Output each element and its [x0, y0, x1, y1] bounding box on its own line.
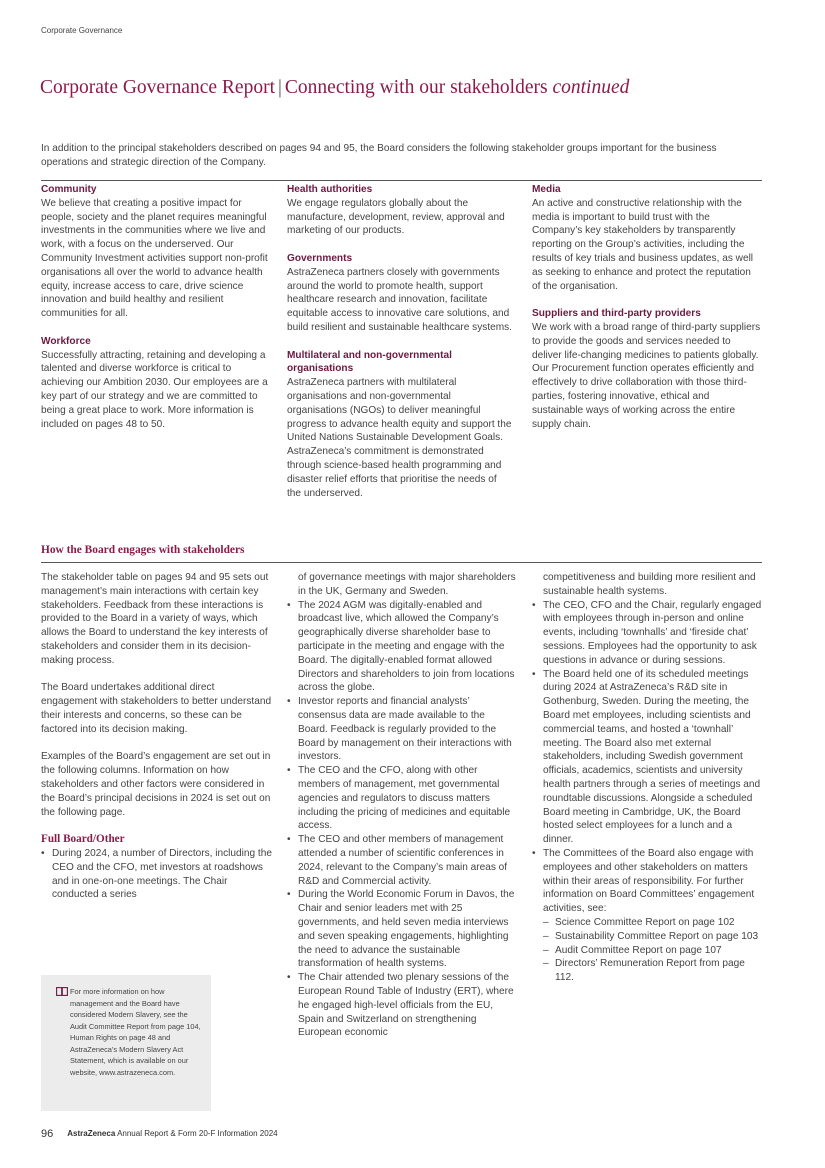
workforce-text: Successfully attracting, retaining and developing a talented and diverse workforce is critical to achieving our Ambition 2030. Our employees are a key part of our strategy and we are committed to being a great place to work. More information is included on pages 48 to 50. [41, 349, 268, 430]
engagement-list [41, 847, 273, 902]
community-text: We believe that creating a positive impact for people, society and the planet requires meaningful investments in the communities where we live and work, with a focus on the underserved. Our Community Investment activities support non-profit organisations all over the world to advance health equity, increase access to care, drive science innovation and build healthy and resilient communities for all. [41, 197, 268, 320]
list-item: • The Chair attended two plenary sessions of the European Round Table of Industry (ERT), where he engaged high-level officials from the EU, Spain and Switzerland on strengthening European economic [287, 971, 517, 1040]
governments-text: AstraZeneca partners closely with governments around the world to promote health, support healthcare research and innovation, facilitate equitable access to innovative care solutions, and build resilient and sustainable healthcare systems. [287, 266, 512, 333]
title-main: Corporate Governance Report [40, 77, 275, 98]
multilateral-text: AstraZeneca partners with multilateral organisations and non-governmental organisations (NGOs) to deliver meaningful progress to advance health equity and support the United Nations Sustainable Development Goals. AstraZeneca’s commitment is demonstrated through science-based health programming and disaster relief efforts that prioritise the needs of the underserved. [287, 377, 512, 499]
community-heading: Community [41, 184, 97, 195]
list-item: • During the World Economic Forum in Davos, the Chair and senior leaders met with 25 governments, and held seven media interviews and seven speaking engagements, highlighting the need to advance the sustainable transformation of health systems. [287, 888, 517, 971]
engagement-list [532, 599, 764, 985]
workforce-heading: Workforce [41, 335, 91, 347]
footer-report-title: Annual Report & Form 20-F Information 2024 [117, 1129, 278, 1138]
media-heading: Media [532, 184, 561, 195]
page-footer [41, 1128, 278, 1140]
engagement-paragraph: The stakeholder table on pages 94 and 95 sets out management’s main interactions with certain key stakeholders. Feedback from these interactions is provided to the Board in a variety of ways, which allows the Board to understand the key interests of stakeholders and consider them in its decision-making process. [41, 572, 269, 666]
committee-reports-list [543, 916, 764, 985]
divider [41, 180, 762, 181]
info-note [41, 975, 211, 1111]
engagement-list [287, 599, 517, 1041]
section-label: Corporate Governance [41, 26, 123, 35]
engagement-heading: How the Board engages with stakeholders [41, 544, 245, 556]
stakeholder-column-1 [41, 183, 271, 431]
engagement-column-2 [287, 571, 517, 1040]
list-item-text: The Committees of the Board also engage with employees and other stakeholders on matters within their areas of responsibility. For further information on Board Committees’ engagement activities, see: [543, 847, 755, 915]
footer-brand: AstraZeneca [67, 1129, 116, 1138]
info-note-text: For more information on how management and the Board have considered Modern Slavery, see the Audit Committee Report from page 104, Human Rights on page 48 and AstraZeneca’s Modern Slavery Act Statement, which is available on our website, www.astrazeneca.com. [70, 987, 201, 1077]
health-authorities-text: We engage regulators globally about the manufacture, development, review, approval and marketing of our products. [287, 197, 505, 237]
list-item-continuation: competitiveness and building more resilient and sustainable health systems. [543, 572, 756, 597]
full-board-subheading: Full Board/Other [41, 833, 125, 846]
multilateral-heading: Multilateral and non-governmental organisations [287, 349, 452, 375]
list-item: • The Board held one of its scheduled meetings during 2024 at AstraZeneca’s R&D site in Gothenburg, Sweden. During the meeting, the Board met employees, including scientists and commercial teams, and hosted a ‘townhall’ meeting. The Board also met external stakeholders, including Swedish government officials, academics, scientists and university health partners through a series of meetings and roundtable discussions. Alongside a scheduled Board meeting in Cambridge, UK, the Board hosted select employees for a lunch and a dinner. [532, 668, 764, 847]
page-number: 96 [41, 1128, 54, 1140]
engagement-paragraph: Examples of the Board’s engagement are set out in the following columns. Information on how stakeholders and other factors were considered in the Board’s principal decisions in 2024 is set out on the following page. [41, 751, 271, 818]
list-item: • The 2024 AGM was digitally-enabled and broadcast live, which allowed the Company’s geographically diverse shareholder base to participate in the meeting and engage with the Board. The digitally-enabled format allowed Directors and shareholders to join from locations across the globe. [287, 599, 517, 696]
list-item [532, 847, 764, 985]
suppliers-text: We work with a broad range of third-party suppliers to provide the goods and services needed to deliver life-changing medicines to patients globally. Our Procurement function operates efficiently and effectively to drive collaboration with those third-parties, fostering innovative, ethical and sustainable ways of working across the entire supply chain. [532, 321, 761, 430]
report-reference: – Directors’ Remuneration Report from page 112. [543, 957, 764, 985]
intro-paragraph: In addition to the principal stakeholders described on pages 94 and 95, the Board considers the following stakeholder groups important for the business operations and strategic direction of the Company. [41, 143, 717, 168]
stakeholder-column-2 [287, 183, 512, 500]
health-authorities-heading: Health authorities [287, 184, 373, 195]
list-item: • The CEO, CFO and the Chair, regularly engaged with employees through in-person and online events, including ‘townhalls’ and ‘fireside chat’ sessions. Employees had the opportunity to ask questions in advance or during sessions. [532, 599, 764, 668]
list-item-continuation: of governance meetings with major shareholders in the UK, Germany and Sweden. [298, 572, 516, 597]
list-item: • The CEO and the CFO, along with other members of management, met governmental agencies and regulators to discuss matters including the pricing of medicines and equitable access. [287, 764, 517, 833]
title-sub: Connecting with our stakeholders [284, 77, 548, 98]
stakeholder-column-3 [532, 183, 762, 431]
engagement-column-1 [41, 571, 273, 902]
suppliers-heading: Suppliers and third-party providers [532, 308, 701, 320]
divider [41, 562, 762, 563]
engagement-column-3 [532, 571, 764, 985]
report-reference: – Audit Committee Report on page 107 [543, 944, 764, 958]
page-title [40, 77, 629, 99]
engagement-paragraph: The Board undertakes additional direct engagement with stakeholders to better understand their interests and concerns, so these can be factored into its decision making. [41, 682, 272, 735]
list-item: • During 2024, a number of Directors, including the CEO and the CFO, met investors at roadshows and in one-on-one meetings. The Chair conducted a series [41, 847, 273, 902]
list-item: • The CEO and other members of management attended a number of scientific conferences in 2024, relevant to the Company’s main areas of R&D and Commercial activity. [287, 833, 517, 888]
governments-heading: Governments [287, 252, 353, 264]
book-icon [56, 987, 68, 996]
title-continued: continued [552, 77, 630, 98]
report-reference: – Science Committee Report on page 102 [543, 916, 764, 930]
list-item: • Investor reports and financial analysts’ consensus data are made available to the Board. Feedback is regularly provided to the Board by management on their interactions with investors. [287, 695, 517, 764]
title-separator: | [278, 77, 282, 98]
media-text: An active and constructive relationship with the media is important to build trust with the Company’s key stakeholders by transparently reporting on the Group’s activities, including the results of key trials and business updates, as well as seeking to enhance and protect the reputation of the organisation. [532, 197, 754, 292]
report-reference: – Sustainability Committee Report on page 103 [543, 930, 764, 944]
